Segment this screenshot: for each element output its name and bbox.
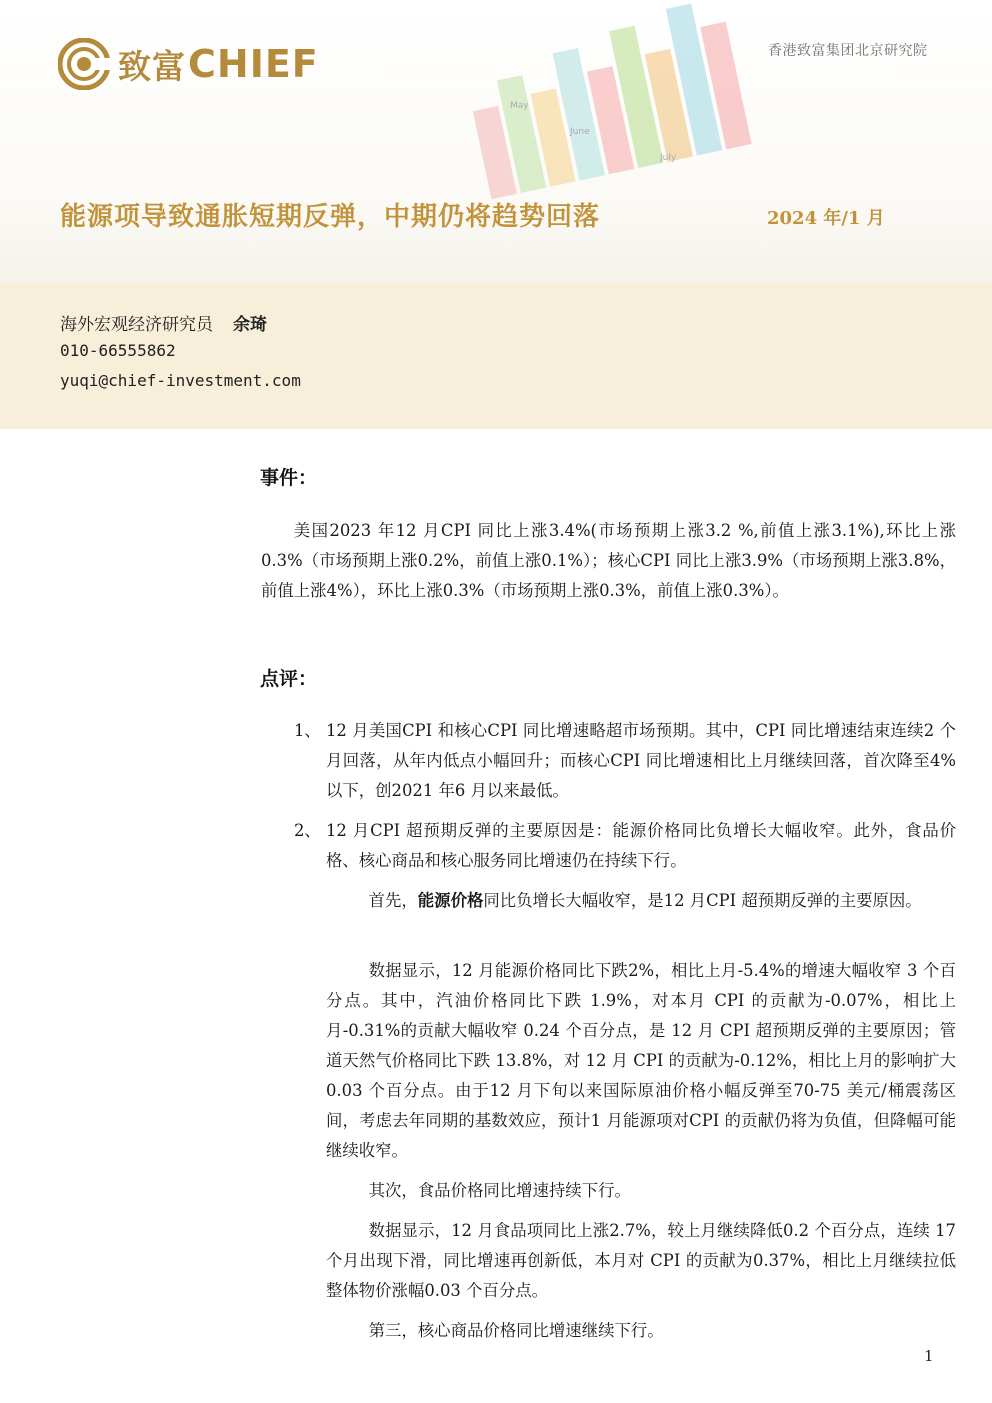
energy-data-paragraph: 数据显示，12 月能源价格同比下跌2%，相比上月-5.4%的增速大幅收窄 3 个百分点。其中，汽油价格同比下跌 1.9%，对本月 CPI 的贡献为-0.07%，相比上月-0.31%的贡献大幅收窄 0.24 个百分点，是 12 月 CPI 超预期反弹的主要原因；管道天然气价格同比下跌 13.8%，对 12 月 CPI 的贡献为-0.12%，相比上月的影响扩大0.03 个百分点。由于12 月下旬以来国际原油价格小幅反弹至70-75 美元/桶震荡区间，考虑去年同期的基数效应，预计1 月能源项对CPI 的贡献仍将为负值，但降幅可能继续收窄。 [326, 961, 956, 1160]
report-title: 能源项导致通胀短期反弹，中期仍将趋势回落 [60, 202, 601, 232]
event-heading: 事件： [260, 467, 318, 489]
svg-text:May: May [510, 101, 529, 111]
energy-price-bold: 能源价格 [417, 891, 484, 910]
review-heading: 点评： [260, 668, 318, 690]
review-item-1: 12 月美国CPI 和核心CPI 同比增速略超市场预期。其中，CPI 同比增速结束连续2 个月回落，从年内低点小幅回升；而核心CPI 同比增速相比上月继续回落，首次降至4%以下，创2021 年6 月以来最低。 [326, 721, 956, 800]
event-paragraph: 美国2023 年12 月CPI 同比上涨3.4%(市场预期上涨3.2 %,前值上涨3.1%),环比上涨0.3%（市场预期上涨0.2%，前值上涨0.1%）；核心CPI 同比上涨3.9%（市场预期上涨3.8%，前值上涨4%），环比上涨0.3%（市场预期上涨0.3%，前值上涨0.3%）。 [261, 521, 956, 600]
author-phone: 010-66555862 [60, 341, 176, 360]
author-email[interactable]: yuqi@chief-investment.com [60, 371, 301, 390]
energy-intro-paragraph: 首先，能源价格同比负增长大幅收窄，是12 月CPI 超预期反弹的主要原因。 [368, 891, 922, 910]
decorative-bar-chart-graphic [420, 0, 992, 200]
author-role: 海外宏观经济研究员 [60, 315, 213, 335]
svg-text:June: June [570, 127, 590, 137]
logo-chinese-text: 致富 [118, 46, 186, 86]
author-name: 余琦 [233, 315, 267, 335]
author-role-line [60, 310, 267, 335]
svg-text:July: July [660, 153, 677, 163]
logo-swirl-icon [58, 38, 110, 90]
page-number: 1 [924, 1347, 934, 1365]
list-number-1: 1、 [294, 721, 321, 740]
list-number-2: 2、 [294, 821, 321, 840]
review-item-2: 12 月CPI 超预期反弹的主要原因是：能源价格同比负增长大幅收窄。此外，食品价格、核心商品和核心服务同比增速仍在持续下行。 [326, 821, 956, 870]
logo-english-text: CHIEF [188, 42, 319, 86]
core-goods-paragraph: 第三，核心商品价格同比增速继续下行。 [368, 1321, 664, 1340]
company-logo [58, 38, 319, 90]
food-data-paragraph: 数据显示，12 月食品项同比上涨2.7%，较上月继续降低0.2 个百分点，连续 17 个月出现下滑，同比增速再创新低，本月对 CPI 的贡献为0.37%，相比上月继续拉低整体物价涨幅0.03 个百分点。 [326, 1221, 956, 1300]
report-date: 2024 年/1 月 [767, 208, 885, 229]
institute-name: 香港致富集团北京研究院 [768, 43, 928, 59]
food-intro-paragraph: 其次，食品价格同比增速持续下行。 [368, 1181, 631, 1200]
